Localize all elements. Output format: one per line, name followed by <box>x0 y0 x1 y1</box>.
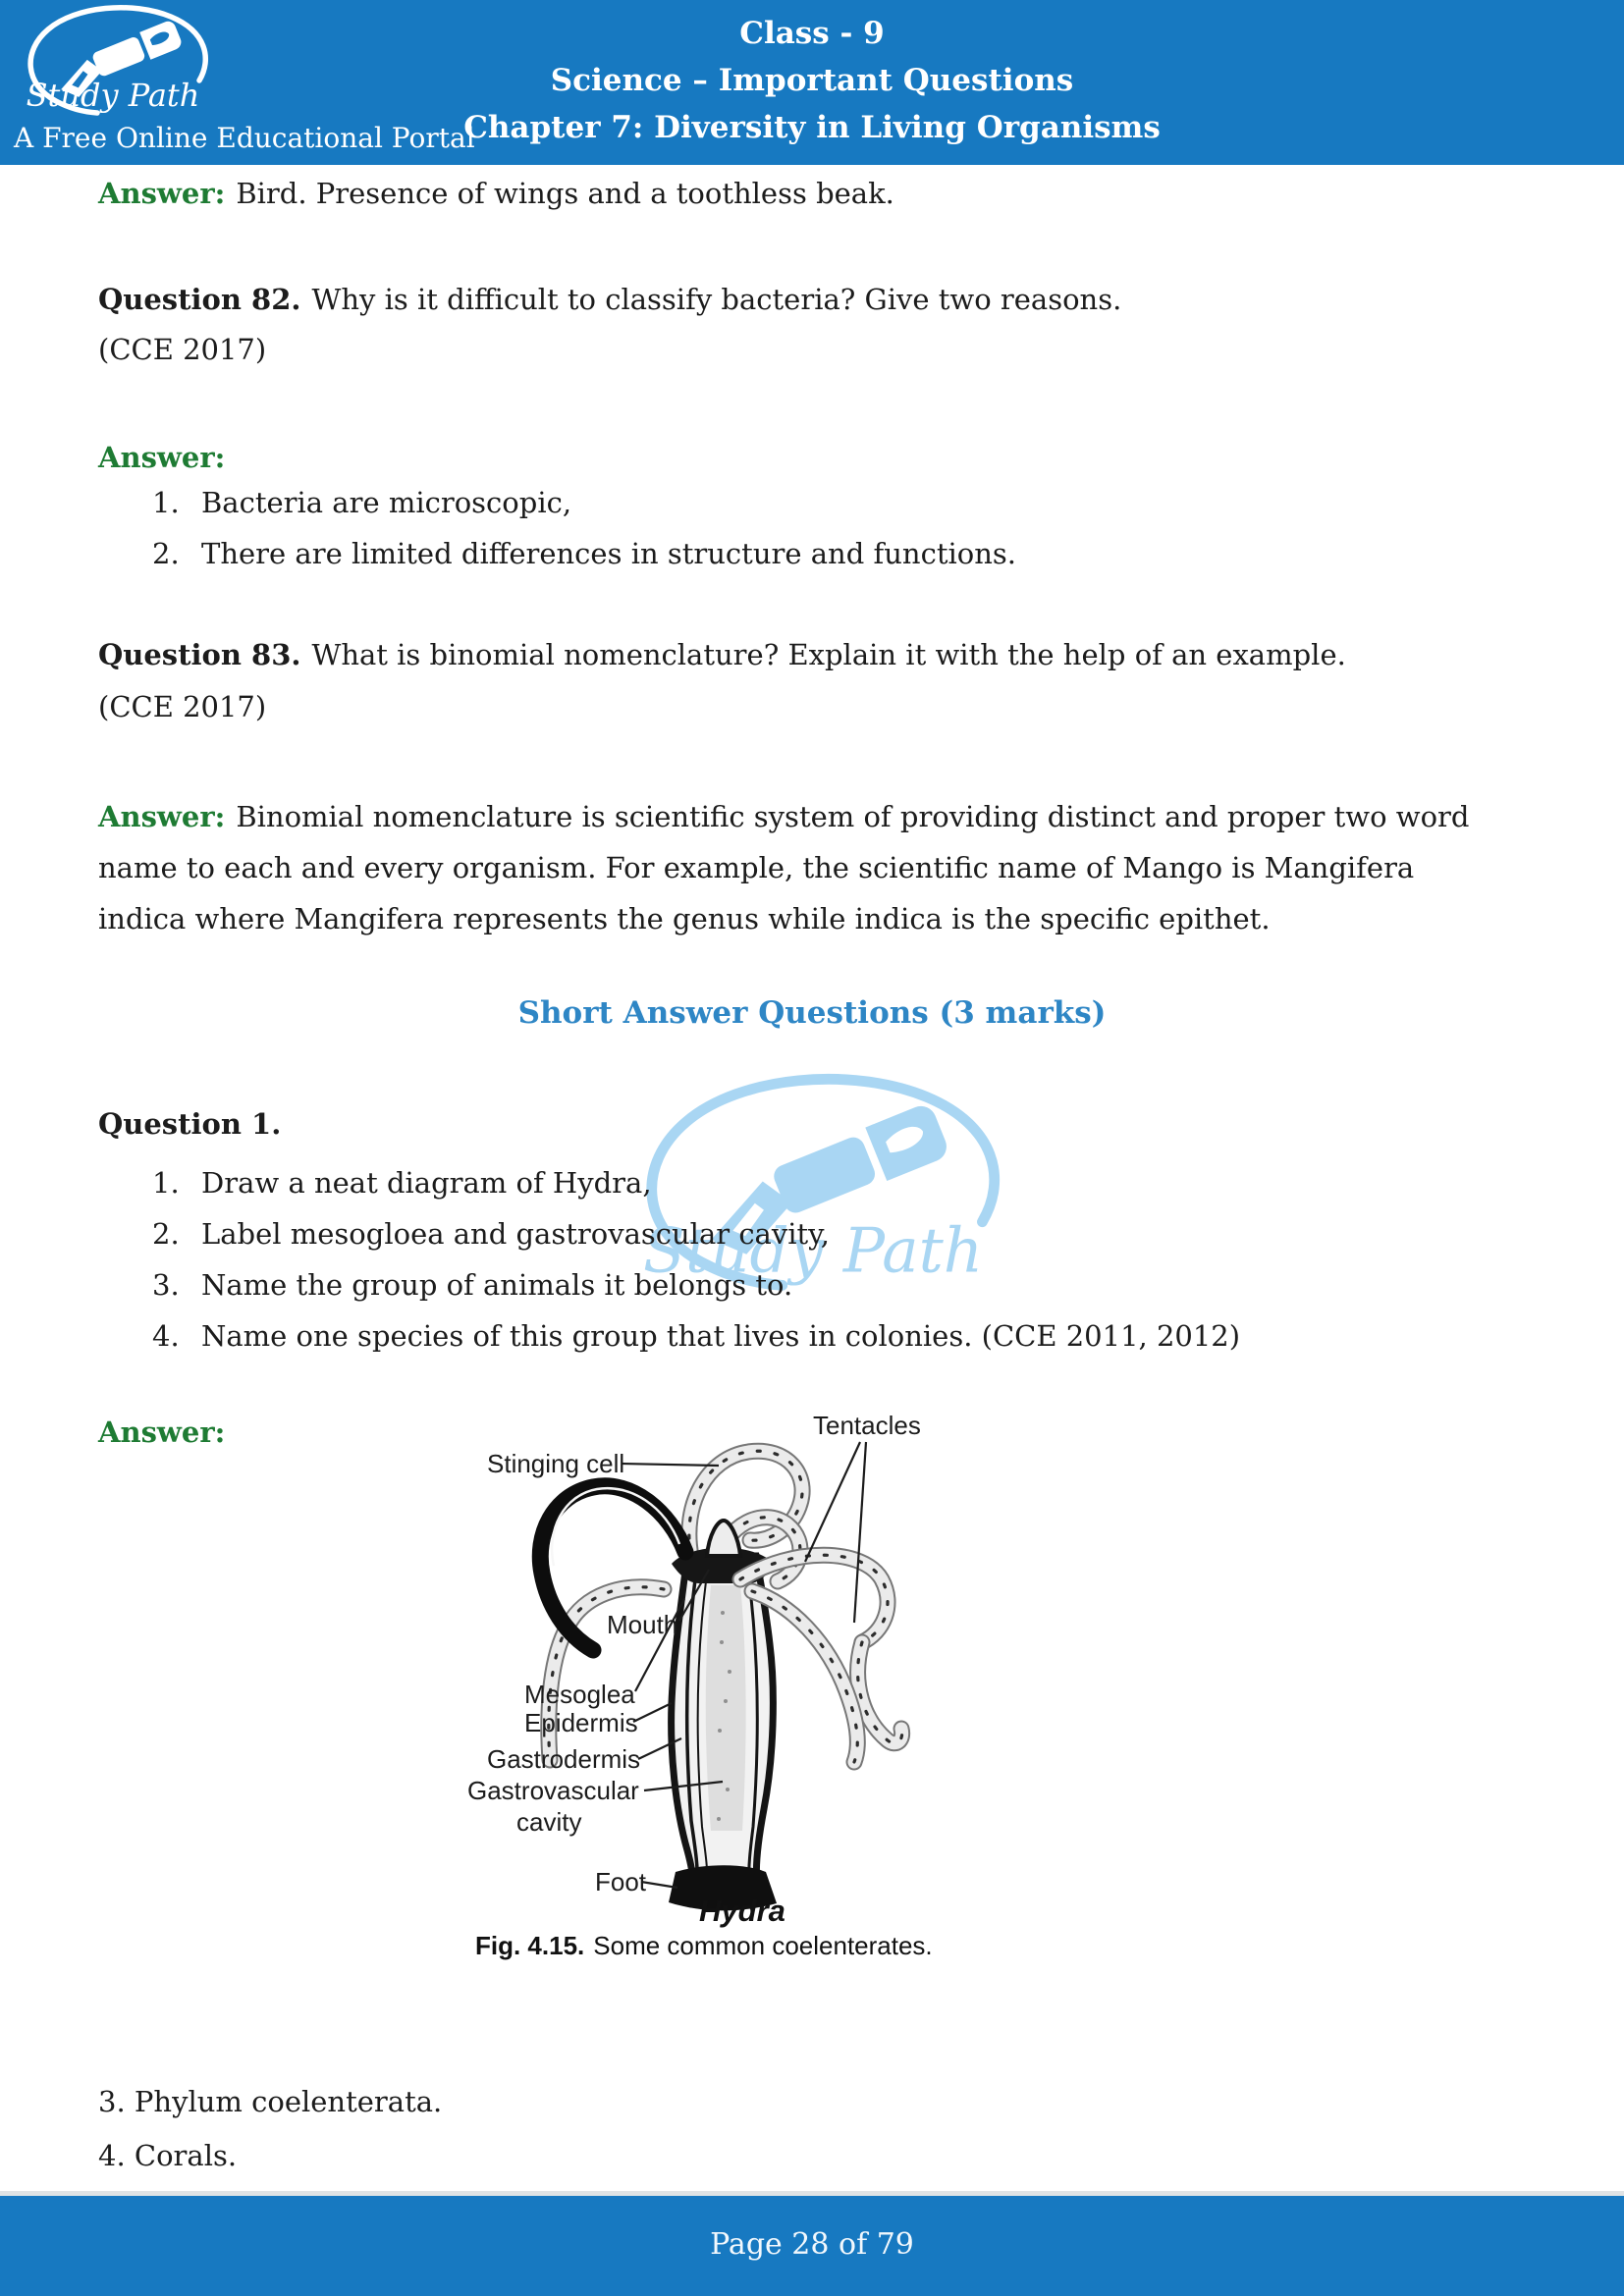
list-item-number: 3. <box>152 1268 180 1302</box>
label-gastrovascular-cavity: cavity <box>516 1807 582 1837</box>
list-item <box>152 1266 792 1304</box>
list-item-text: Label mesogloea and gastrovascular cavity, <box>201 1217 830 1251</box>
label-foot: Foot <box>595 1867 647 1896</box>
study-path-logo <box>16 4 214 122</box>
list-item-text: Draw a neat diagram of Hydra, <box>201 1166 652 1200</box>
label-stinging-cell: Stinging cell <box>487 1449 625 1478</box>
question-83-line <box>98 636 1346 673</box>
post-answer-3: 3. Phylum coelenterata. <box>98 2085 443 2118</box>
header-subject-line: Science – Important Questions <box>550 63 1074 98</box>
question-83-cce: (CCE 2017) <box>98 690 267 723</box>
page-footer <box>0 2196 1624 2296</box>
page-number: Page 28 of 79 <box>710 2227 914 2262</box>
label-mouth: Mouth <box>607 1610 678 1639</box>
list-item-text: Name one species of this group that lives in colonies. (CCE 2011, 2012) <box>201 1319 1241 1353</box>
figure-organism-name: Hydra <box>699 1894 785 1928</box>
question-1-label-text: Question 1. <box>98 1107 282 1141</box>
list-item-text: Bacteria are microscopic, <box>201 486 572 519</box>
question-82-cce: (CCE 2017) <box>98 333 267 366</box>
header-title-block <box>321 10 1303 151</box>
list-item <box>152 484 571 521</box>
list-item-text: There are limited differences in structure and functions. <box>201 537 1016 570</box>
label-gastrodermis: Gastrodermis <box>487 1744 641 1774</box>
answer-83-text: Binomial nomenclature is scientific system of providing distinct and proper two word name to each and every organism. For example, the scientific name of Mango is Mangifera indica where Mangifera represents the genus while indica is the specific epithet. <box>98 800 1470 935</box>
answer-81-text: Bird. Presence of wings and a toothless beak. <box>236 177 894 210</box>
label-mesoglea: Mesoglea <box>524 1680 635 1709</box>
answer-q1-label <box>98 1414 236 1451</box>
list-item-number: 4. <box>152 1319 180 1353</box>
list-item <box>152 1215 830 1253</box>
answer-83-paragraph <box>98 791 1473 944</box>
answer-81-line <box>98 175 894 212</box>
question-82-label: Question 82. <box>98 283 301 316</box>
question-82-text: Why is it difficult to classify bacteria? Give two reasons. <box>311 283 1122 316</box>
figure-caption <box>475 1931 933 1960</box>
list-item-number: 1. <box>152 486 180 519</box>
figure-caption-text: Some common coelenterates. <box>593 1931 933 1960</box>
answer-label: Answer: <box>98 1415 226 1449</box>
list-item-text: Name the group of animals it belongs to. <box>201 1268 793 1302</box>
logo-tagline: A Free Online Educational Portal <box>14 122 475 154</box>
question-82-line <box>98 281 1121 318</box>
question-83-text: What is binomial nomenclature? Explain it with the help of an example. <box>311 638 1346 671</box>
label-gastrovascular: Gastrovascular <box>467 1776 639 1805</box>
list-item <box>152 535 1016 572</box>
answer-82-label <box>98 439 236 476</box>
header-class-line: Class - 9 <box>739 16 885 51</box>
list-item <box>152 1164 652 1201</box>
list-item-number: 2. <box>152 1217 180 1251</box>
list-item <box>152 1317 1240 1355</box>
list-item-number: 1. <box>152 1166 180 1200</box>
question-1-label <box>98 1105 292 1143</box>
section-heading: Short Answer Questions (3 marks) <box>517 995 1107 1031</box>
label-tentacles: Tentacles <box>813 1411 921 1440</box>
answer-label: Answer: <box>98 441 226 474</box>
tentacle <box>689 1451 802 1556</box>
list-item-number: 2. <box>152 537 180 570</box>
hydra-figure <box>442 1397 997 1961</box>
answer-label: Answer: <box>98 177 226 210</box>
answer-label: Answer: <box>98 800 226 833</box>
label-epidermis: Epidermis <box>524 1708 638 1737</box>
question-83-label: Question 83. <box>98 638 301 671</box>
figure-caption-number: Fig. 4.15. <box>475 1931 585 1960</box>
page-header <box>0 0 1624 165</box>
header-chapter-line: Chapter 7: Diversity in Living Organisms <box>463 110 1161 145</box>
post-answer-4: 4. Corals. <box>98 2139 238 2172</box>
